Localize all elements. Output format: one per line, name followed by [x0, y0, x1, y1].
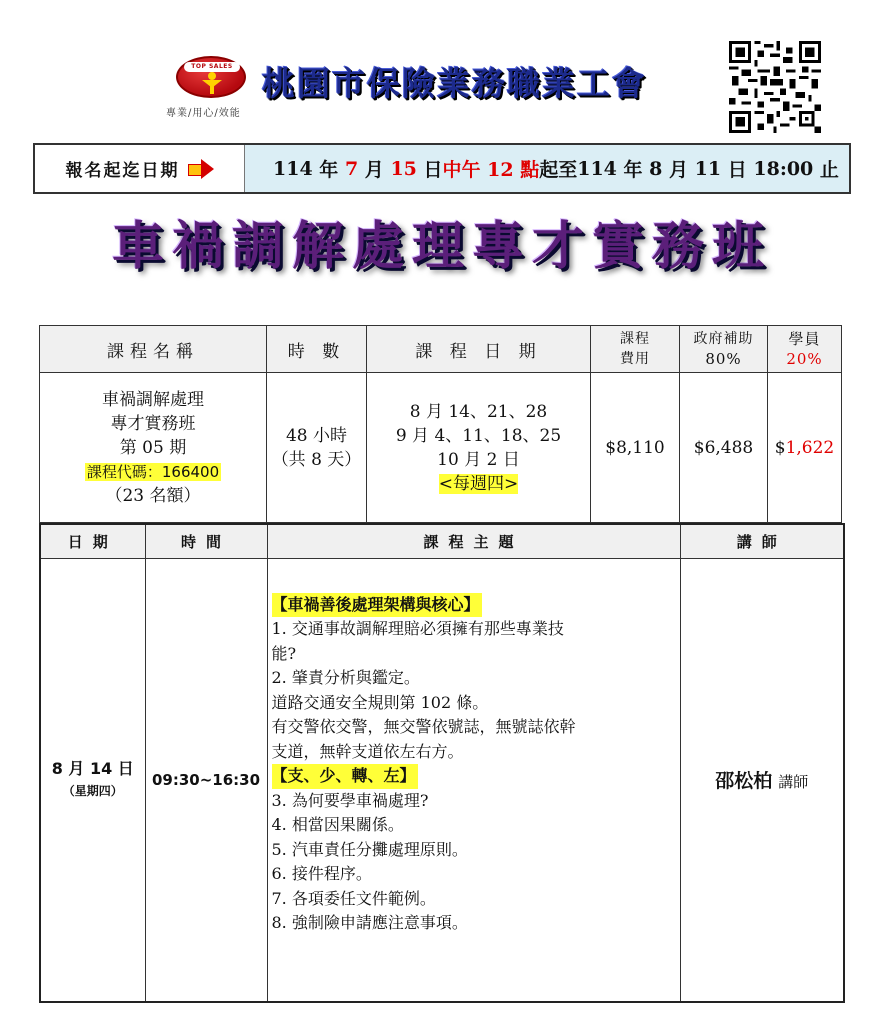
session-date: 8 月 14 日	[51, 758, 134, 778]
logo-banner: TOP SALES	[184, 62, 240, 72]
year-char: 年	[623, 159, 643, 181]
org-name: 桃園市保險業務職業工會	[262, 64, 647, 103]
subsidy-cell: $6,488	[680, 373, 768, 523]
union-logo	[160, 56, 256, 118]
registration-period-bar	[33, 143, 851, 194]
fee-cell: $8,110	[591, 373, 680, 523]
start-month: 7	[344, 157, 359, 180]
end-suffix: 止	[819, 159, 839, 181]
registration-label: 報名起迄日期	[65, 161, 180, 181]
instructor-cell	[680, 558, 844, 1002]
student-fee-cell	[768, 373, 842, 523]
topic-line: 有交警依交警，無交警依號誌，無號誌依幹	[271, 717, 576, 736]
dates-august: 8 月 14、21、28	[409, 401, 548, 422]
hours-cell	[267, 373, 367, 523]
year-char: 年	[319, 159, 339, 181]
course-info-table	[39, 325, 842, 523]
topic-line: 7. 各項委任文件範例。	[271, 888, 436, 908]
course-name-line1: 車禍調解處理	[102, 389, 204, 410]
topic-line: 1. 交通事故調解理賠必須擁有那些專業技	[271, 619, 564, 638]
course-term: 第 05 期	[119, 437, 187, 458]
course-name-header: 課程名稱	[40, 326, 267, 373]
hours-total: 48 小時	[285, 425, 348, 446]
session-time: 09:30~16:30	[145, 558, 267, 1002]
person-icon	[202, 72, 222, 96]
day-char: 日	[423, 159, 443, 181]
end-year: 114	[577, 157, 617, 180]
topic-line: 2. 肇責分析與鑑定。	[271, 668, 420, 687]
date-header: 日期	[40, 524, 145, 558]
session-topics	[267, 558, 680, 1002]
days-total: （共 8 天）	[271, 449, 362, 470]
dates-september: 9 月 4、11、18、25	[395, 425, 562, 446]
student-fee-header	[768, 326, 842, 373]
course-name-line2: 專才實務班	[110, 413, 196, 434]
course-header-row	[40, 326, 842, 373]
to-text: 起至	[539, 159, 578, 181]
instructor-title: 講師	[778, 773, 809, 792]
student-fee-prefix: $	[774, 437, 786, 458]
topic-line: 5. 汽車責任分攤處理原則。	[271, 839, 468, 859]
arrow-right-icon	[188, 160, 214, 178]
schedule-row	[40, 558, 844, 1002]
subsidy-header	[680, 326, 768, 373]
course-code: 課程代碼：166400	[86, 462, 220, 481]
day-char: 日	[727, 159, 747, 181]
hours-header: 時 數	[267, 326, 367, 373]
topic-header: 課程主題	[267, 524, 680, 558]
fee-header-line2: 費用	[620, 351, 650, 367]
fee-header-line1: 課程	[620, 331, 650, 347]
start-year: 114	[273, 157, 313, 180]
time-header: 時間	[145, 524, 267, 558]
topic-line: 4. 相當因果關係。	[271, 815, 404, 834]
instructor-name: 邵松柏	[715, 770, 773, 793]
course-name-cell	[40, 373, 267, 523]
end-time: 18:00	[753, 157, 814, 180]
student-header-line2: 20%	[786, 350, 823, 368]
end-day: 11	[694, 157, 722, 180]
topic-line: 3. 為何要學車禍處理?	[271, 790, 429, 810]
course-dates-cell	[367, 373, 591, 523]
instructor-header: 講師	[680, 524, 844, 558]
start-time: 中午 12 點	[442, 159, 540, 181]
month-char: 月	[669, 159, 689, 181]
registration-label-cell	[35, 145, 245, 192]
weekly-note: <每週四>	[438, 473, 519, 494]
topic-line: 6. 接件程序。	[271, 864, 372, 883]
student-header-line1: 學員	[788, 330, 821, 348]
topic-line: 支道，無幹支道依左右方。	[271, 741, 464, 761]
dates-october: 10 月 2 日	[437, 449, 520, 470]
qr-code-icon	[727, 41, 823, 133]
page-title: 車禍調解處理專才實務班	[111, 217, 772, 277]
session-weekday: （星期四）	[62, 783, 123, 798]
end-month: 8	[649, 157, 663, 180]
fee-header	[591, 326, 680, 373]
logo-emblem	[176, 56, 246, 98]
student-fee-value: 1,622	[785, 437, 835, 458]
topic-line: 道路交通安全規則第 102 條。	[271, 692, 489, 712]
session-date-cell	[40, 558, 145, 1002]
logo-tagline: 專業/用心/效能	[166, 108, 241, 119]
schedule-header-row	[40, 524, 844, 558]
schedule-table	[39, 523, 845, 1003]
course-row	[40, 373, 842, 523]
month-char: 月	[364, 159, 384, 181]
course-dates-header: 課 程 日 期	[367, 326, 591, 373]
topic-line: 能?	[271, 643, 297, 663]
registration-dates	[245, 145, 849, 192]
topic-section-title: 【車禍善後處理架構與核心】	[272, 593, 482, 618]
course-quota: （23 名額）	[105, 485, 201, 506]
subsidy-header-line1: 政府補助	[693, 331, 754, 347]
topic-mnemonic: 【支、少、轉、左】	[272, 764, 418, 789]
subsidy-header-line2: 80%	[705, 350, 742, 368]
start-day: 15	[390, 157, 417, 180]
topic-line: 8. 強制險申請應注意事項。	[271, 913, 468, 932]
